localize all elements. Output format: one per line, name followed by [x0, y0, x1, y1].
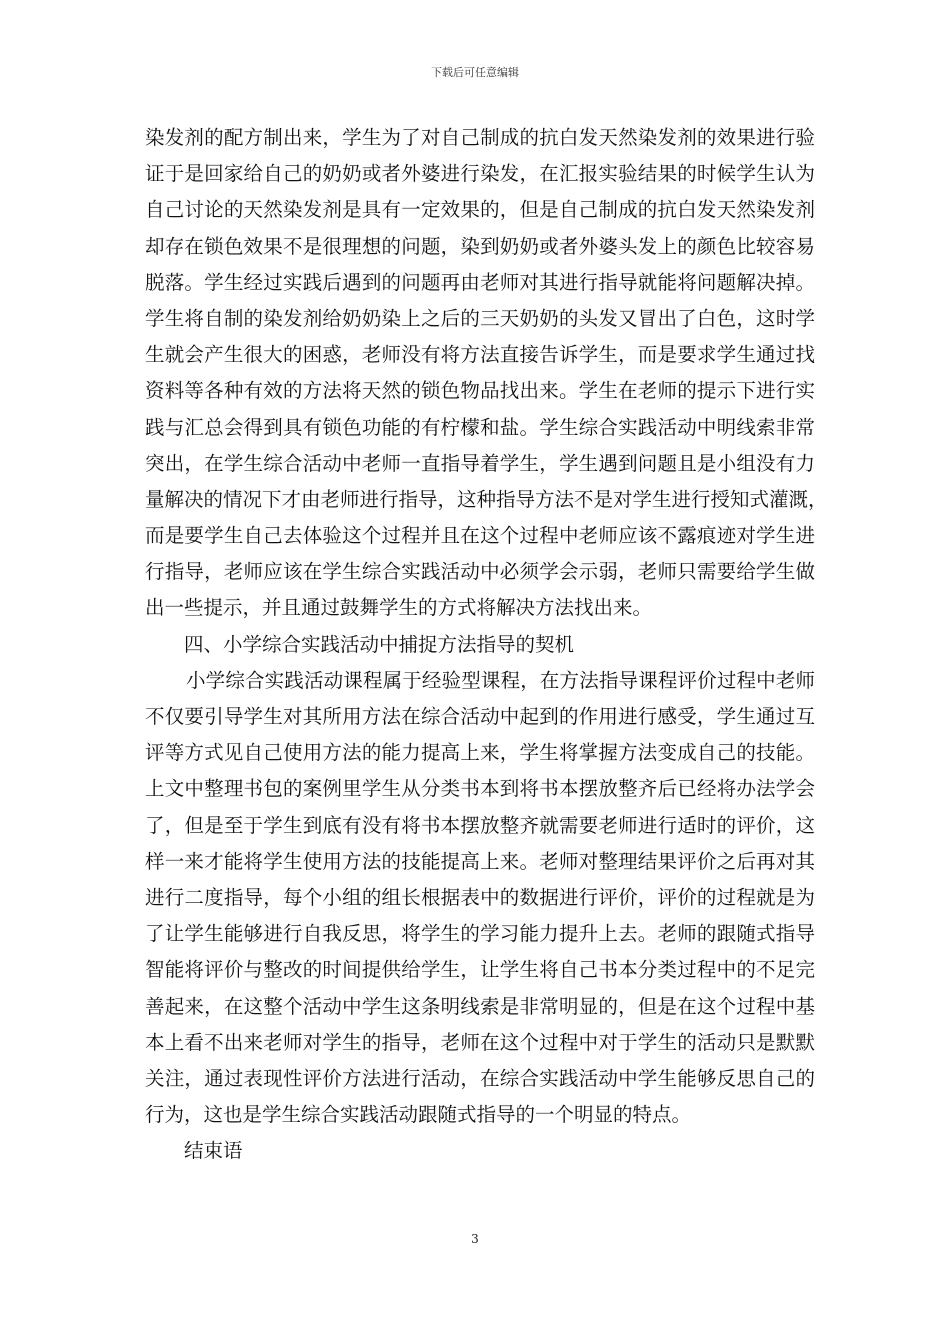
text-line: 学生将自制的染发剂给奶奶染上之后的三天奶奶的头发又冒出了白色，这时学 [145, 306, 815, 330]
text-line: 样一来才能将学生使用方法的技能提高上来。老师对整理结果评价之后再对其 [145, 849, 815, 873]
paragraph [145, 120, 828, 627]
text-line: 量解决的情况下才由老师进行指导，这种指导方法不是对学生进行授知式灌溉， [145, 487, 828, 511]
text-line: 本上看不出来老师对学生的指导，老师在这个过程中对于学生的活动只是默默 [145, 1030, 815, 1054]
paragraph [145, 663, 815, 1133]
text-line: 生就会产生很大的困惑，老师没有将方法直接告诉学生，而是要求学生通过找 [145, 343, 815, 367]
text-line: 染发剂的配方制出来，学生为了对自己制成的抗白发天然染发剂的效果进行验 [145, 126, 815, 149]
text-line: 了让学生能够进行自我反思，将学生的学习能力提升上去。老师的跟随式指导 [145, 922, 815, 946]
text-line: 智能将评价与整改的时间提供给学生，让学生将自己书本分类过程中的不足完 [145, 958, 815, 982]
document-body [145, 120, 828, 1169]
text-line: 行为，这也是学生综合实践活动跟随式指导的一个明显的特点。 [145, 1103, 692, 1127]
text-line: 践与汇总会得到具有锁色功能的有柠檬和盐。学生综合实践活动中明线索非常 [145, 415, 815, 439]
text-line: 关注，通过表现性评价方法进行活动，在综合实践活动中学生能够反思自己的 [145, 1066, 815, 1090]
text-line: 突出，在学生综合活动中老师一直指导着学生，学生遇到问题且是小组没有力 [145, 451, 815, 475]
text-line: 小学综合实践活动课程属于经验型课程，在方法指导课程评价过程中老师 [186, 668, 815, 692]
text-line: 出一些提示，并且通过鼓舞学生的方式将解决方法找出来。 [145, 596, 653, 620]
section-heading: 四、小学综合实践活动中捕捉方法指导的契机 [184, 632, 575, 656]
text-line: 进行二度指导，每个小组的组长根据表中的数据进行评价，评价的过程就是为 [145, 885, 815, 909]
text-line: 而是要学生自己去体验这个过程并且在这个过程中老师应该不露痕迹对学生进 [145, 524, 815, 548]
text-line: 却存在锁色效果不是很理想的问题，染到奶奶或者外婆头发上的颜色比较容易 [145, 234, 815, 258]
page-number: 3 [471, 1232, 479, 1246]
page-header: 下载后可任意编辑 [431, 66, 519, 79]
text-line: 不仅要引导学生对其所用方法在综合活动中起到的作用进行感受，学生通过互 [145, 705, 815, 728]
text-line: 上文中整理书包的案例里学生从分类书本到将书本摆放整齐后已经将办法学会 [145, 777, 815, 801]
text-line: 脱落。学生经过实践后遇到的问题再由老师对其进行指导就能将问题解决掉。 [145, 270, 815, 294]
text-line: 资料等各种有效的方法将天然的锁色物品找出来。学生在老师的提示下进行实 [145, 379, 815, 403]
text-line: 了，但是至于学生到底有没有将书本摆放整齐就需要老师进行适时的评价，这 [145, 813, 815, 837]
text-line: 善起来，在这整个活动中学生这条明线索是非常明显的，但是在这个过程中基 [145, 994, 815, 1018]
text-line: 评等方式见自己使用方法的能力提高上来，学生将掌握方法变成自己的技能。 [145, 741, 815, 765]
text-line: 自己讨论的天然染发剂是具有一定效果的，但是自己制成的抗白发天然染发剂 [145, 198, 815, 222]
section-heading: 结束语 [184, 1139, 243, 1163]
text-line: 证于是回家给自己的奶奶或者外婆进行染发，在汇报实验结果的时候学生认为 [145, 162, 815, 186]
text-line: 行指导，老师应该在学生综合实践活动中必须学会示弱，老师只需要给学生做 [145, 560, 815, 584]
